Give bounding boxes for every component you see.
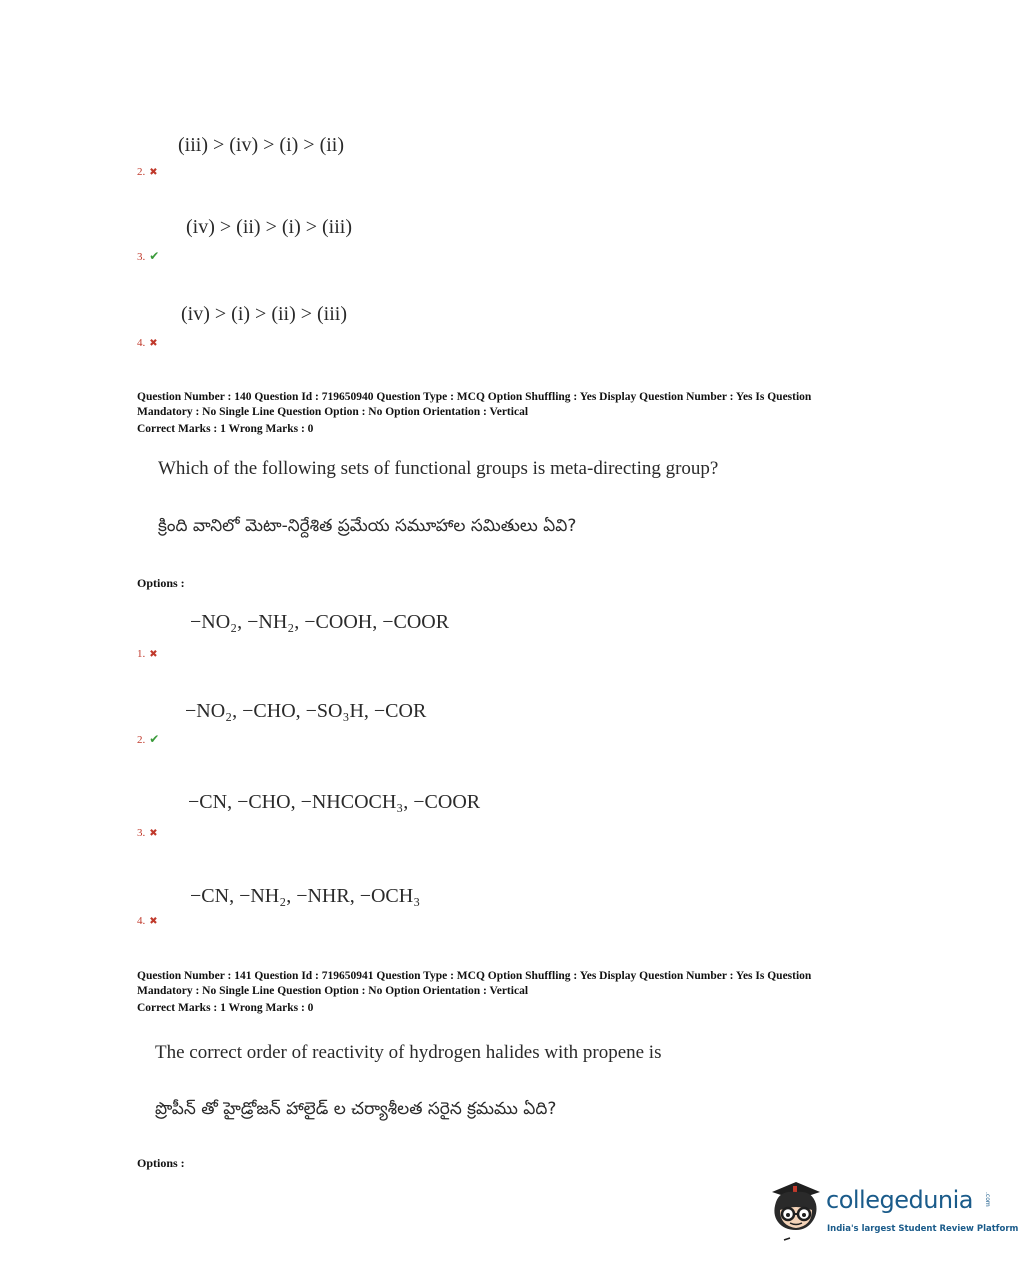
option-text: (iv) > (ii) > (i) > (iii) bbox=[186, 216, 353, 238]
option-text: −CN, −CHO, −NHCOCH₃, −COOR bbox=[188, 791, 481, 813]
option-number-label: 2. bbox=[137, 166, 146, 178]
wrong-mark-icon: ✖ bbox=[149, 167, 158, 178]
question-text-english: The correct order of reactivity of hydrogen halides with propene is bbox=[155, 1042, 662, 1063]
option-text: (iv) > (i) > (ii) > (iii) bbox=[181, 303, 348, 325]
option-number-label: 4. bbox=[137, 915, 146, 927]
meta-line: Correct Marks : 1 Wrong Marks : 0 bbox=[137, 423, 314, 435]
meta-line: Mandatory : No Single Line Question Option : No Option Orientation : Vertical bbox=[137, 985, 529, 997]
meta-line: Correct Marks : 1 Wrong Marks : 0 bbox=[137, 1002, 314, 1014]
question-meta bbox=[137, 390, 887, 437]
option-text: −CN, −NH₂, −NHR, −OCH₃ bbox=[190, 885, 421, 907]
question-text-english: Which of the following sets of functional groups is meta-directing group? bbox=[158, 458, 719, 479]
option-number-label: 4. bbox=[137, 337, 146, 349]
option-text: −NO₂, −NH₂, −COOH, −COOR bbox=[190, 611, 450, 633]
meta-line: Mandatory : No Single Line Question Option : No Option Orientation : Vertical bbox=[137, 406, 529, 418]
question-text-telugu: క్రింది వానిలో మెటా-నిర్దేశిత ప్రమేయ సమూహాల సమితులు ఏవి? bbox=[158, 516, 577, 536]
logo-tagline: India's largest Student Review Platform bbox=[827, 1224, 1019, 1234]
option-number bbox=[137, 249, 159, 264]
option-number bbox=[137, 732, 159, 747]
wrong-mark-icon: ✖ bbox=[149, 649, 158, 660]
option-number-label: 2. bbox=[137, 734, 146, 746]
option-text: (iii) > (iv) > (i) > (ii) bbox=[178, 134, 345, 156]
mascot-icon bbox=[766, 1178, 824, 1242]
option-number bbox=[137, 166, 158, 178]
logo-domain: .com bbox=[984, 1192, 991, 1207]
option-number-label: 3. bbox=[137, 827, 146, 839]
check-mark-icon: ✔ bbox=[149, 249, 160, 263]
option-number bbox=[137, 915, 158, 927]
option-text: −NO₂, −CHO, −SO₃H, −COR bbox=[185, 700, 427, 722]
wrong-mark-icon: ✖ bbox=[149, 828, 158, 839]
option-number bbox=[137, 337, 158, 349]
option-number-label: 3. bbox=[137, 251, 146, 263]
options-label: Options : bbox=[137, 1156, 185, 1170]
question-meta bbox=[137, 969, 887, 1016]
meta-line: Question Number : 140 Question Id : 719650940 Question Type : MCQ Option Shuffling : Yes Display Question Number : Yes Is Question bbox=[137, 391, 812, 403]
option-number bbox=[137, 648, 158, 660]
option-number bbox=[137, 827, 158, 839]
collegedunia-logo bbox=[766, 1176, 1019, 1248]
question-text-telugu: ప్రొపీన్ తో హైడ్రోజన్ హాలైడ్ ల చర్యాశీలత సరైన క్రమము ఏది? bbox=[155, 1099, 557, 1119]
wrong-mark-icon: ✖ bbox=[149, 916, 158, 927]
options-label: Options : bbox=[137, 576, 185, 590]
logo-wordmark: collegedunia bbox=[826, 1186, 974, 1214]
meta-line: Question Number : 141 Question Id : 719650941 Question Type : MCQ Option Shuffling : Yes Display Question Number : Yes Is Question bbox=[137, 970, 812, 982]
check-mark-icon: ✔ bbox=[149, 732, 160, 746]
wrong-mark-icon: ✖ bbox=[149, 338, 158, 349]
option-number-label: 1. bbox=[137, 648, 146, 660]
